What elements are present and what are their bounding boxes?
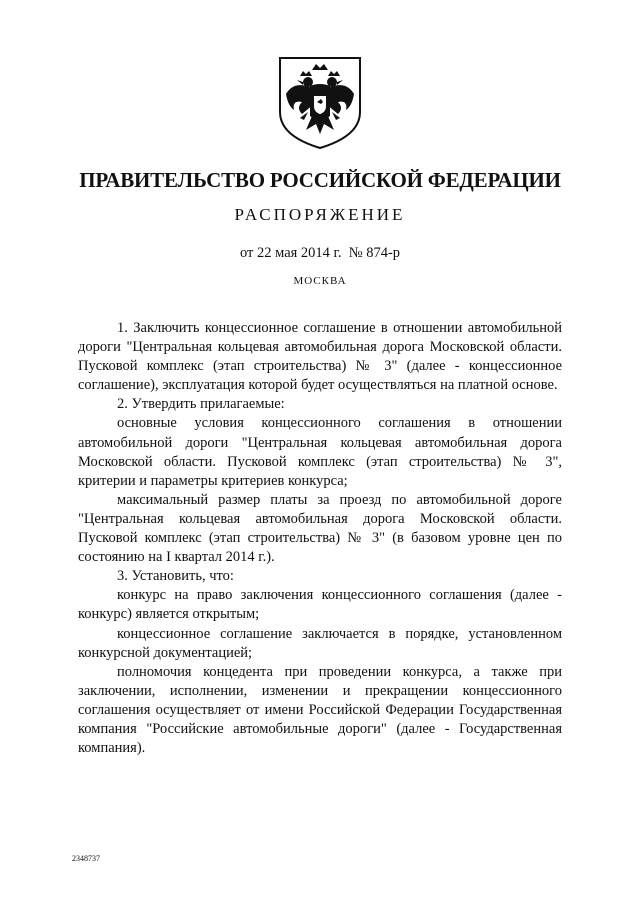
paragraph: 2. Утвердить прилагаемые: — [117, 396, 285, 413]
paragraph: концессионное соглашение заключается в порядке, установленном конкурсной документацией; — [78, 625, 562, 661]
paragraph: конкурс на право заключения концессионного соглашения (далее - конкурс) является открытым; — [78, 587, 562, 623]
paragraph: максимальный размер платы за проезд по автомобильной дороге "Центральная кольцевая автомобильная дорога Московской области. Пусковой комплекс (этап строительства) № 3" (в базовом уровне цен по состоянию на I квартал 2014 г.). — [78, 491, 562, 566]
document-body — [78, 319, 562, 758]
issuing-authority: ПРАВИТЕЛЬСТВО РОССИЙСКОЙ ФЕДЕРАЦИИ — [79, 168, 561, 192]
document-type: РАСПОРЯЖЕНИЕ — [234, 205, 406, 224]
document-date-number — [0, 245, 640, 262]
document-number: № 874-р — [348, 245, 401, 261]
paragraph: 3. Установить, что: — [117, 568, 234, 585]
coat-of-arms-emblem — [272, 54, 368, 150]
russian-coat-of-arms-icon — [272, 54, 368, 150]
document-date: от 22 мая 2014 г. — [239, 245, 342, 261]
document-code: 2348737 — [72, 854, 100, 863]
paragraph: полномочия концедента при проведении конкурса, а также при заключении, исполнении, изменении и прекращении концессионного соглашения осуществляет от имени Российской Федерации Государственная компания "Российские автомобильные дороги" (далее - Государственная компания). — [78, 663, 562, 757]
paragraph: основные условия концессионного соглашения в отношении автомобильной дороги "Центральная кольцевая автомобильная дорога Московской области. Пусковой комплекс (этап строительства) № 3", критерии и параметры критериев конкурса; — [78, 415, 562, 489]
paragraph: 1. Заключить концессионное соглашение в отношении автомобильной дороги "Центральная кольцевая автомобильная дорога Московской области. Пусковой комплекс (этап строительства) № 3" (далее - концессионное соглашение), эксплуатация которой будет осуществляться на платной основе. — [78, 320, 562, 394]
city: МОСКВА — [293, 275, 347, 287]
